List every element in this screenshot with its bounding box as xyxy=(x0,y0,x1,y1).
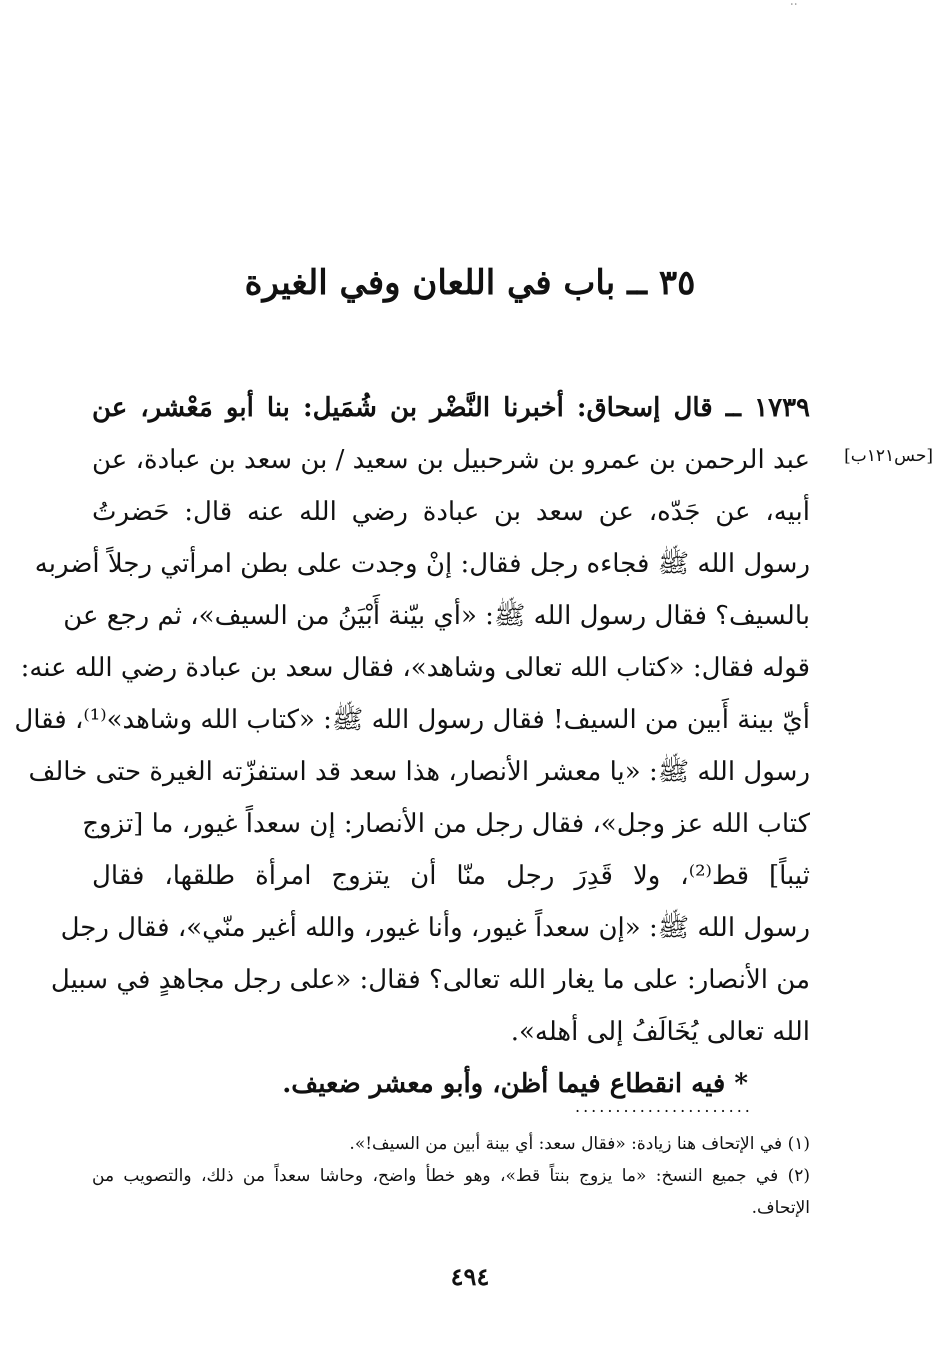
hadith-text xyxy=(14,382,810,1110)
hadith-line-4: رسول الله ﷺ فجاءه رجل فقال: إنْ وجدت على بطن امرأتي رجلاً أضربه xyxy=(34,549,810,579)
hadith-line-2: عبد الرحمن بن عمرو بن شرحبيل بن سعيد / بن سعد بن عبادة، عن xyxy=(92,445,810,475)
grading-note: * فيه انقطاع فيما أظن، وأبو معشر ضعيف. xyxy=(282,1069,748,1099)
hadith-line-7: أيّ بينة أَبين من السيف! فقال رسول الله ﷺ: «كتاب الله وشاهد»⁽¹⁾، فقال xyxy=(14,705,810,735)
manuscript-margin-reference: [حس١٢١ب] xyxy=(844,446,933,466)
hadith-line-6: قوله فقال: «كتاب الله تعالى وشاهد»، فقال سعد بن عبادة رضي الله عنه: xyxy=(20,653,810,683)
scan-mark: : xyxy=(788,2,802,7)
hadith-line-13: الله تعالى يُخَالَفُ إلى أهله». xyxy=(510,1017,810,1047)
footnote-2: (٢) في جميع النسخ: «ما يزوج بنتاً قط»، وهو خطأ واضح، وحاشا سعداً من ذلك، والتصويب من الإتحاف. xyxy=(92,1166,810,1218)
hadith-line-3: أبيه، عن جَدّه، عن سعد بن عبادة رضي الله عنه قال: حَضرتُ xyxy=(92,497,810,527)
hadith-line-5: بالسيف؟ فقال رسول الله ﷺ: «أي بيّنة أَبْيَنُ من السيف»، ثم رجع عن xyxy=(63,601,810,631)
hadith-line-12: من الأنصار: على ما يغار الله تعالى؟ فقال: «على رجل مجاهدٍ في سبيل xyxy=(50,965,810,995)
footnote-1: (١) في الإتحاف هنا زيادة: «فقال سعد: أي بينة أبين من السيف!». xyxy=(349,1134,810,1154)
hadith-line-1: ١٧٣٩ ــ قال إسحاق: أخبرنا النَّضْر بن شُمَيل: بنا أبو مَعْشر، عن xyxy=(92,393,810,423)
hadith-line-8: رسول الله ﷺ: «يا معشر الأنصار، هذا سعد قد استفزّته الغيرة حتى خالف xyxy=(28,757,810,787)
chapter-title: ٣٥ ــ باب في اللعان وفي الغيرة xyxy=(244,263,696,303)
footnotes xyxy=(92,1128,810,1224)
footnote-separator: ...................... xyxy=(575,1097,753,1116)
page-number: ٤٩٤ xyxy=(450,1262,490,1291)
hadith-line-10: ثيباً] قط⁽²⁾، ولا قَدِرَ رجل منّا أن يتزوج امرأة طلقها، فقال xyxy=(92,861,810,891)
hadith-line-9: كتاب الله عز وجل»، فقال رجل من الأنصار: إن سعداً غيور، ما [تزوج xyxy=(82,809,810,839)
hadith-line-11: رسول الله ﷺ: «إن سعداً غيور، وأنا غيور، والله أغير منّي»، فقال رجل xyxy=(60,913,810,943)
